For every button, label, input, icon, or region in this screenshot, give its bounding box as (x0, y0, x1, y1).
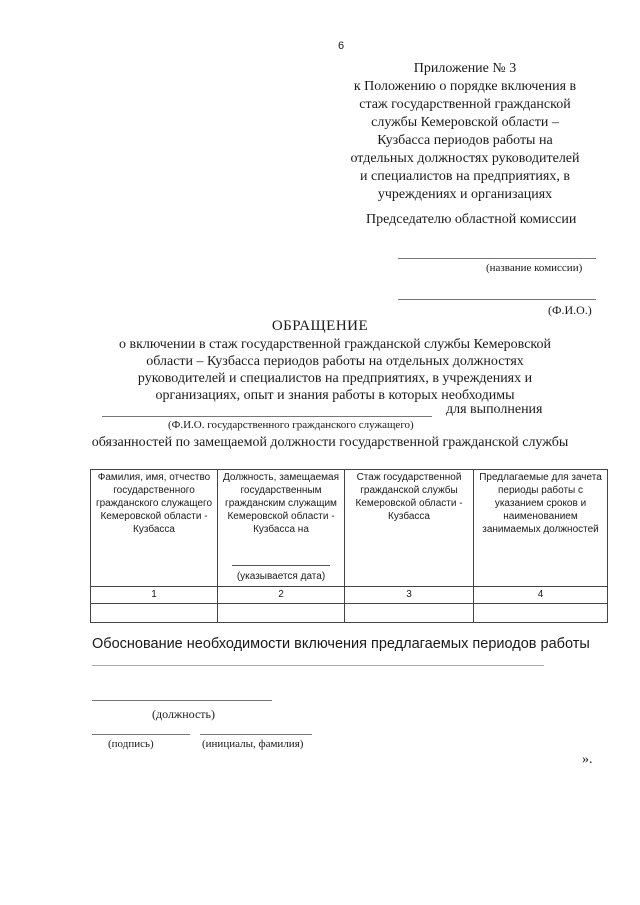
date-line (232, 565, 330, 566)
closing-quote: ». (582, 752, 593, 767)
table-header-row (91, 470, 608, 587)
appendix-line: учреждениях и организациях (377, 187, 553, 202)
initials-caption: (инициалы, фамилия) (202, 738, 304, 750)
table-cell[interactable] (218, 604, 345, 623)
column-number: 3 (345, 587, 474, 604)
header-cell-position-text: Должность, замещаемая государственным гражданским служащим Кемеровской области - Кузбасса на (223, 472, 339, 535)
intro-line: руководителей и специалистов на предприятиях, в учреждениях и (137, 371, 533, 386)
addressee: Председателю областной комиссии (366, 212, 577, 227)
appendix-line: Кузбасса периодов работы на (377, 133, 553, 148)
position-caption: (должность) (152, 707, 215, 721)
position-line (92, 700, 272, 701)
table-cell[interactable] (345, 604, 474, 623)
fio-line (398, 299, 596, 300)
periods-table (90, 469, 608, 623)
intro-line: о включении в стаж государственной гражданской службы Кемеровской (118, 337, 552, 352)
appendix-line: и специалистов на предприятиях, в (360, 169, 570, 184)
for-execution-text: для выполнения (446, 402, 543, 417)
signature-line (92, 734, 190, 735)
page-number: 6 (338, 40, 345, 52)
commission-caption: (название комиссии) (486, 262, 583, 274)
column-number: 1 (91, 587, 218, 604)
intro-line: области – Кузбасса периодов работы на отдельных должностях (146, 354, 524, 369)
header-cell-fio: Фамилия, имя, отчество государственного гражданского служащего Кемеровской области - Кузбасса (91, 470, 218, 587)
table-cell[interactable] (91, 604, 218, 623)
justification-label: Обоснование необходимости включения предлагаемых периодов работы (92, 636, 590, 652)
justification-line (92, 665, 544, 666)
fio-civil-servant-caption: (Ф.И.О. государственного гражданского служащего) (168, 419, 414, 431)
table-row (91, 604, 608, 623)
duties-text: обязанностей по замещаемой должности государственной гражданской службы (91, 435, 569, 450)
header-cell-periods: Предлагаемые для зачета периоды работы с указанием сроков и наименованием занимаемых должностей (474, 470, 608, 587)
table-number-row (91, 587, 608, 604)
intro-line: организациях, опыт и знания работы в которых необходимы (155, 388, 515, 403)
appendix-line: Приложение № 3 (413, 61, 517, 76)
header-cell-position (218, 470, 345, 587)
table-cell[interactable] (474, 604, 608, 623)
column-number: 4 (474, 587, 608, 604)
commission-name-line (398, 258, 596, 259)
fio-caption: (Ф.И.О.) (548, 303, 592, 317)
column-number: 2 (218, 587, 345, 604)
fio-civil-servant-line (102, 404, 432, 417)
appendix-header (330, 60, 600, 204)
signature-caption: (подпись) (108, 738, 154, 750)
appendix-line: отдельных должностях руководителей (350, 151, 580, 166)
intro-text (100, 336, 570, 404)
appendix-line: к Положению о порядке включения в (353, 79, 577, 94)
appendix-line: стаж государственной гражданской (359, 97, 571, 112)
date-caption: (указывается дата) (236, 571, 326, 582)
initials-line (200, 734, 312, 735)
document-title: ОБРАЩЕНИЕ (271, 318, 369, 334)
appendix-line: службы Кемеровской области – (371, 115, 559, 130)
header-cell-service: Стаж государственной гражданской службы Кемеровской области - Кузбасса (345, 470, 474, 587)
